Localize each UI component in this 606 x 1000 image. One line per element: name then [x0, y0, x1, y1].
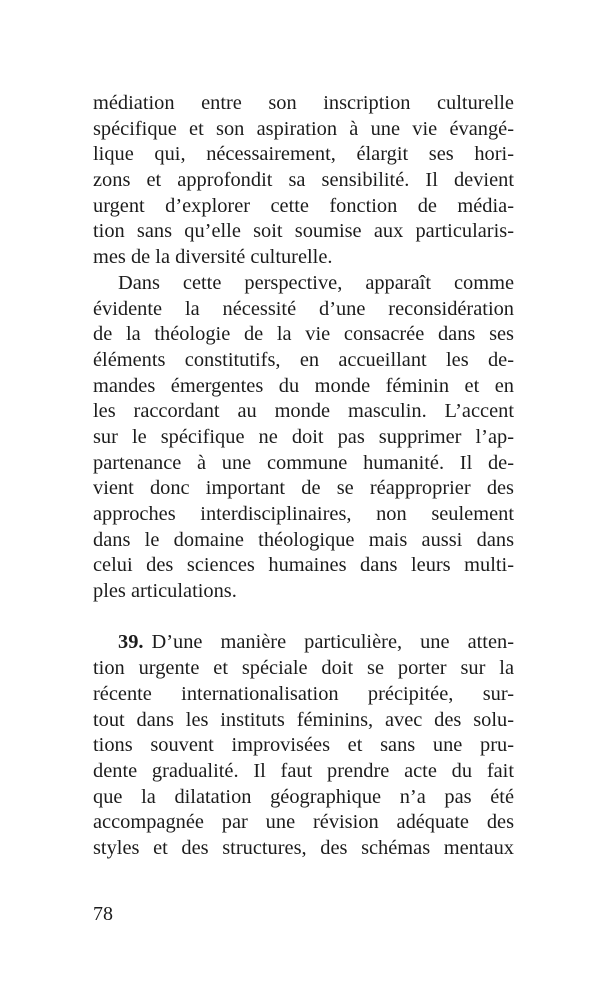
- text-line: styles et des structures, des schémas mentaux: [93, 836, 514, 859]
- page-body: [93, 91, 514, 862]
- page-number: 78: [93, 903, 113, 925]
- text-line-content: D’une manière particulière, une atten-: [151, 631, 514, 654]
- paragraph-39: [93, 630, 514, 861]
- text-line: tout dans les instituts féminins, avec des solu-: [93, 708, 514, 731]
- text-line: récente internationalisation précipitée, sur-: [93, 682, 514, 705]
- text-line: spécifique et son aspiration à une vie évangé-: [93, 117, 514, 140]
- text-line: dente gradualité. Il faut prendre acte du fait: [93, 759, 514, 782]
- text-line: médiation entre son inscription culturelle: [93, 92, 514, 114]
- text-line: évidente la nécessité d’une reconsidération: [93, 297, 514, 320]
- text-line: tions souvent improvisées et sans une pru-: [93, 734, 514, 757]
- text-line: que la dilatation géographique n’a pas été: [93, 785, 514, 808]
- text-line: dans le domaine théologique mais aussi dans: [93, 528, 514, 551]
- text-line: de la théologie de la vie consacrée dans ses: [93, 323, 514, 346]
- text-line: zons et approfondit sa sensibilité. Il devient: [93, 169, 514, 192]
- text-line: tion sans qu’elle soit soumise aux particularis-: [93, 220, 514, 243]
- section-number: 39.: [118, 631, 144, 654]
- text-line: urgent d’explorer cette fonction de média-: [93, 194, 514, 217]
- text-line: mes de la diversité culturelle.: [93, 246, 333, 269]
- text-line: [93, 630, 514, 656]
- section-spacer: [93, 605, 514, 631]
- text-line: les raccordant au monde masculin. L’accent: [93, 400, 514, 423]
- text-line: approches interdisciplinaires, non seulement: [93, 503, 514, 525]
- text-line: partenance à une commune humanité. Il de-: [93, 451, 514, 474]
- text-line: éléments constitutifs, en accueillant les de-: [93, 348, 514, 371]
- text-line: accompagnée par une révision adéquate des: [93, 811, 514, 834]
- paragraph-1: [93, 91, 514, 271]
- text-line: sur le spécifique ne doit pas supprimer l’ap-: [93, 425, 514, 448]
- text-line: ples articulations.: [93, 580, 237, 603]
- text-line: mandes émergentes du monde féminin et en: [93, 374, 514, 397]
- text-line: tion urgente et spéciale doit se porter sur la: [93, 657, 514, 680]
- text-line: lique qui, nécessairement, élargit ses hori-: [93, 143, 514, 166]
- text-line: celui des sciences humaines dans leurs multi-: [93, 554, 514, 577]
- text-line: Dans cette perspective, apparaît comme: [118, 271, 514, 294]
- text-line: vient donc important de se réapproprier des: [93, 477, 514, 500]
- paragraph-2: [93, 271, 514, 605]
